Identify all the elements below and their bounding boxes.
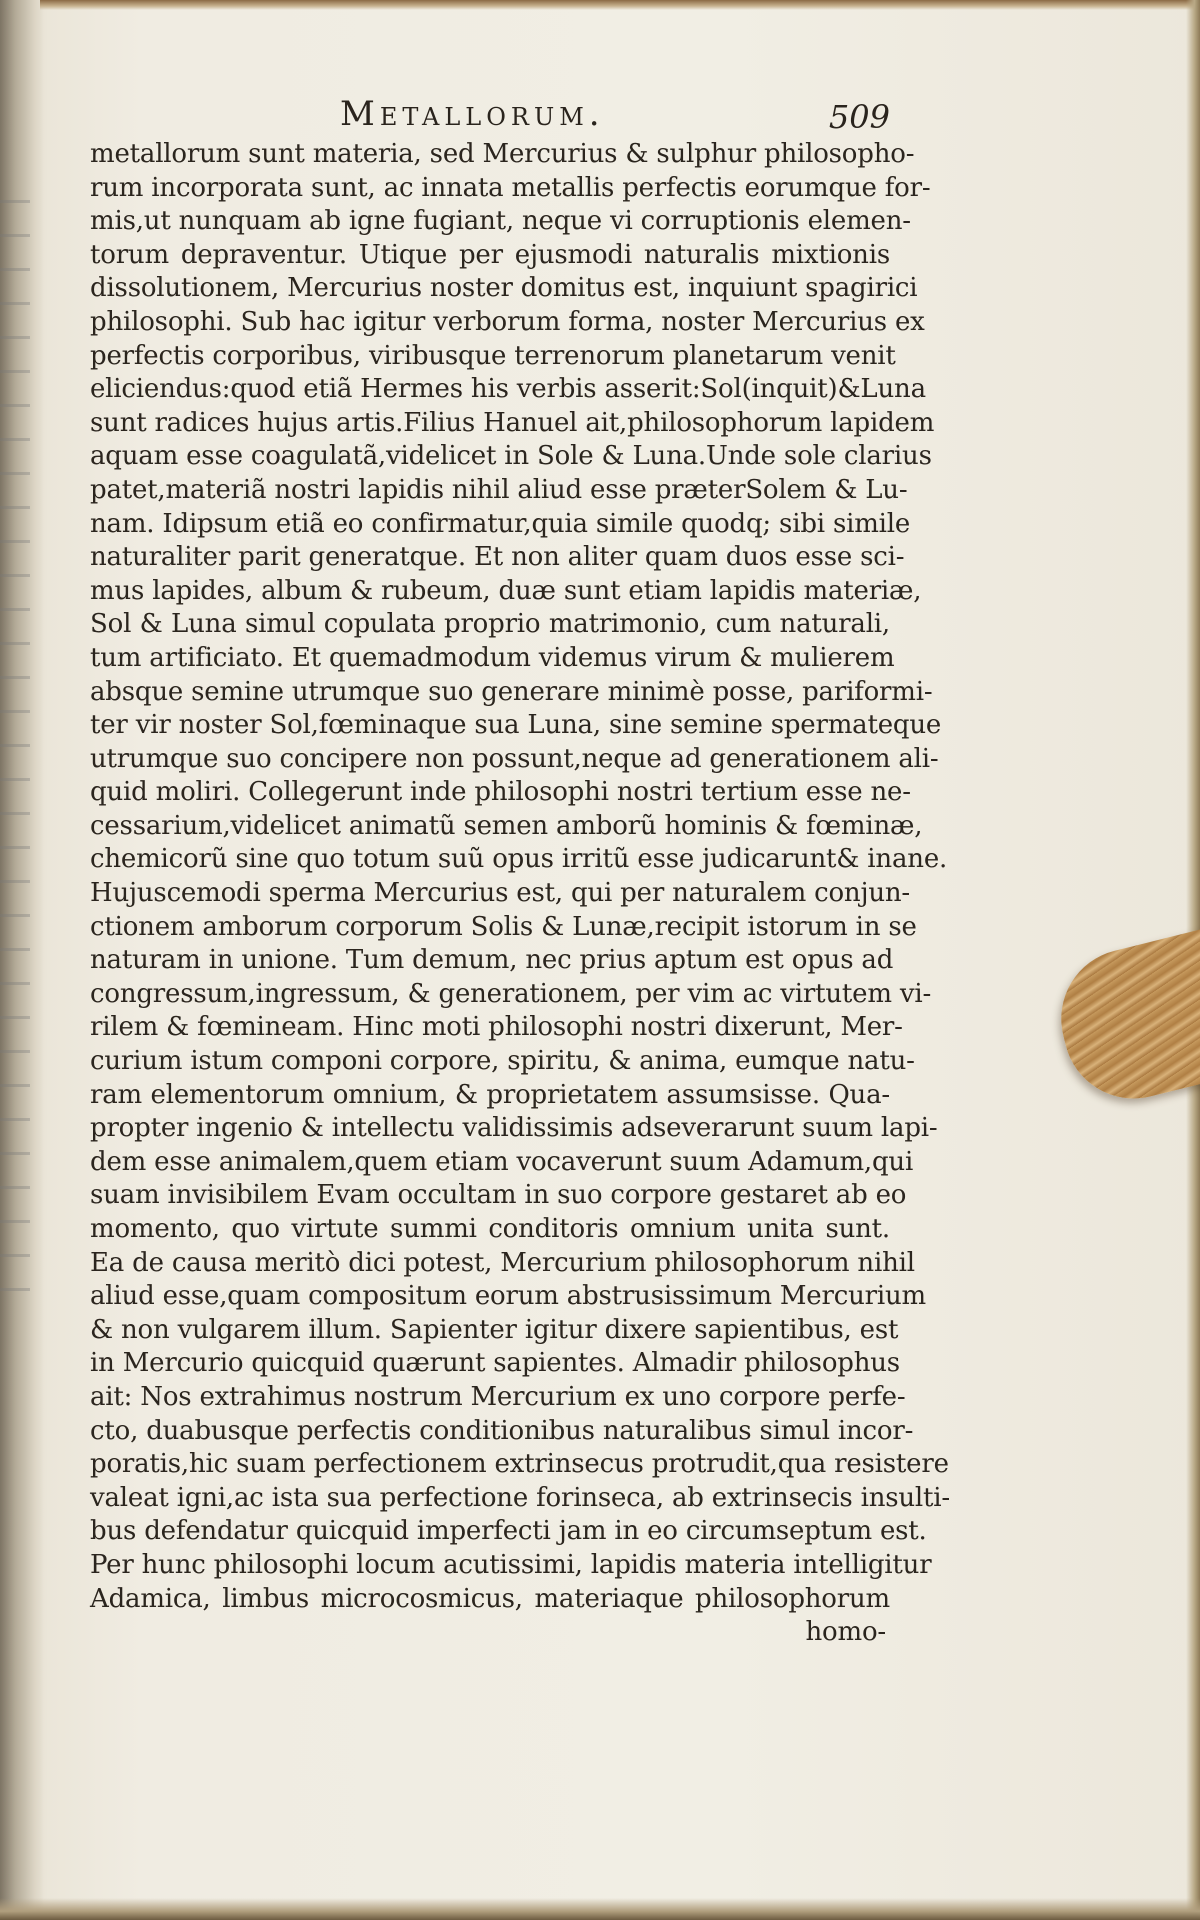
text-line: Per hunc philosophi locum acutissimi, lapidis materia intelligitur bbox=[90, 1549, 932, 1580]
body-text bbox=[90, 138, 950, 1650]
text-line: Sol & Luna simul copulata proprio matrimonio, cum naturali, bbox=[90, 609, 890, 640]
text-line: curium istum componi corpore, spiritu, & anima, eumque natu- bbox=[90, 1046, 915, 1077]
text-line: aliud esse,quam compositum eorum abstrusissimum Mercurium bbox=[90, 1281, 926, 1312]
text-line: mus lapides, album & rubeum, duæ sunt etiam lapidis materiæ, bbox=[90, 575, 922, 606]
text-line: dem esse animalem,quem etiam vocaverunt suum Adamum,qui bbox=[90, 1146, 914, 1177]
text-line: aquam esse coagulatã,videlicet in Sole & Luna.Unde sole clarius bbox=[90, 441, 932, 472]
text-line: ait: Nos extrahimus nostrum Mercurium ex uno corpore perfe- bbox=[90, 1381, 906, 1412]
text-line: ter vir noster Sol,fœminaque sua Luna, sine semine spermateque bbox=[90, 710, 942, 741]
facing-page-bleed-through bbox=[0, 200, 30, 1300]
text-line: dissolutionem, Mercurius noster domitus est, inquiunt spagirici bbox=[90, 273, 918, 304]
text-line: poratis,hic suam perfectionem extrinsecus protrudit,qua resistere bbox=[90, 1449, 949, 1480]
text-line: chemicorũ sine quo totum suũ opus irritũ esse judicarunt& inane. bbox=[90, 844, 948, 875]
text-line: philosophi. Sub hac igitur verborum forma, noster Mercurius ex bbox=[90, 306, 925, 337]
text-line: tum artificiato. Et quemadmodum videmus virum & mulierem bbox=[90, 642, 895, 673]
text-line: valeat igni,ac ista sua perfectione forinseca, ab extrinsecis insulti- bbox=[90, 1482, 950, 1513]
text-line: nam. Idipsum etiã eo confirmatur,quia simile quodq; sibi simile bbox=[90, 508, 911, 539]
text-line: torum depraventur. Utique per ejusmodi naturalis mixtionis bbox=[90, 239, 890, 270]
text-line: patet,materiã nostri lapidis nihil aliud esse præterSolem & Lu- bbox=[90, 474, 908, 505]
text-line: congressum,ingressum, & generationem, per vim ac virtutem vi- bbox=[90, 978, 932, 1009]
text-line: naturam in unione. Tum demum, nec prius aptum est opus ad bbox=[90, 945, 894, 976]
text-line: suam invisibilem Evam occultam in suo corpore gestaret ab eo bbox=[90, 1180, 907, 1211]
text-line: Ea de causa meritò dici potest, Mercurium philosophorum nihil bbox=[90, 1247, 915, 1278]
catchword: homo- bbox=[805, 1617, 886, 1648]
text-line: Adamica, limbus microcosmicus, materiaque philosophorum bbox=[90, 1583, 890, 1614]
text-line: bus defendatur quicquid imperfecti jam in eo circumseptum est. bbox=[90, 1516, 927, 1547]
text-line: perfectis corporibus, viribusque terrenorum planetarum venit bbox=[90, 340, 896, 371]
page-number: 509 bbox=[828, 98, 890, 136]
text-line: propter ingenio & intellectu validissimis adseverarunt suum lapi- bbox=[90, 1113, 938, 1144]
wooden-page-holder bbox=[1046, 927, 1200, 1114]
text-line: ram elementorum omnium, & proprietatem assumsisse. Qua- bbox=[90, 1079, 890, 1110]
text-line: momento, quo virtute summi conditoris omnium unita sunt. bbox=[90, 1214, 890, 1244]
text-line: in Mercurio quicquid quærunt sapientes. Almadir philosophus bbox=[90, 1348, 900, 1379]
text-line: sunt radices hujus artis.Filius Hanuel ait,philosophorum lapidem bbox=[90, 407, 935, 438]
text-line: absque semine utrumque suo generare minimè posse, pariformi- bbox=[90, 676, 933, 707]
text-line: rilem & fœmineam. Hinc moti philosophi nostri dixerunt, Mer- bbox=[90, 1012, 903, 1043]
text-line: utrumque suo concipere non possunt,neque ad generationem ali- bbox=[90, 743, 939, 774]
text-line: mis,ut nunquam ab igne fugiant, neque vi corruptionis elemen- bbox=[90, 206, 911, 237]
page-header bbox=[90, 94, 890, 144]
text-line: quid moliri. Collegerunt inde philosophi nostri tertium esse ne- bbox=[90, 777, 911, 808]
text-line: cto, duabusque perfectis conditionibus naturalibus simul incor- bbox=[90, 1415, 914, 1446]
text-line: rum incorporata sunt, ac innata metallis perfectis eorumque for- bbox=[90, 172, 931, 203]
text-line: Hujuscemodi sperma Mercurius est, qui per naturalem conjun- bbox=[90, 878, 910, 909]
text-line: cessarium,videlicet animatũ semen amborũ hominis & fœminæ, bbox=[90, 810, 923, 841]
text-line: ctionem amborum corporum Solis & Lunæ,recipit istorum in se bbox=[90, 911, 917, 942]
text-line: eliciendus:quod etiã Hermes his verbis asserit:Sol(inquit)&Luna bbox=[90, 374, 926, 405]
text-line: & non vulgarem illum. Sapienter igitur dixere sapientibus, est bbox=[90, 1314, 899, 1345]
text-line: metallorum sunt materia, sed Mercurius & sulphur philosopho- bbox=[90, 139, 915, 169]
text-line: naturaliter parit generatque. Et non aliter quam duos esse sci- bbox=[90, 542, 905, 573]
page-top-edge bbox=[40, 0, 1200, 10]
page-bottom-edge bbox=[0, 1898, 1200, 1920]
running-title: Metallorum. bbox=[340, 94, 605, 134]
